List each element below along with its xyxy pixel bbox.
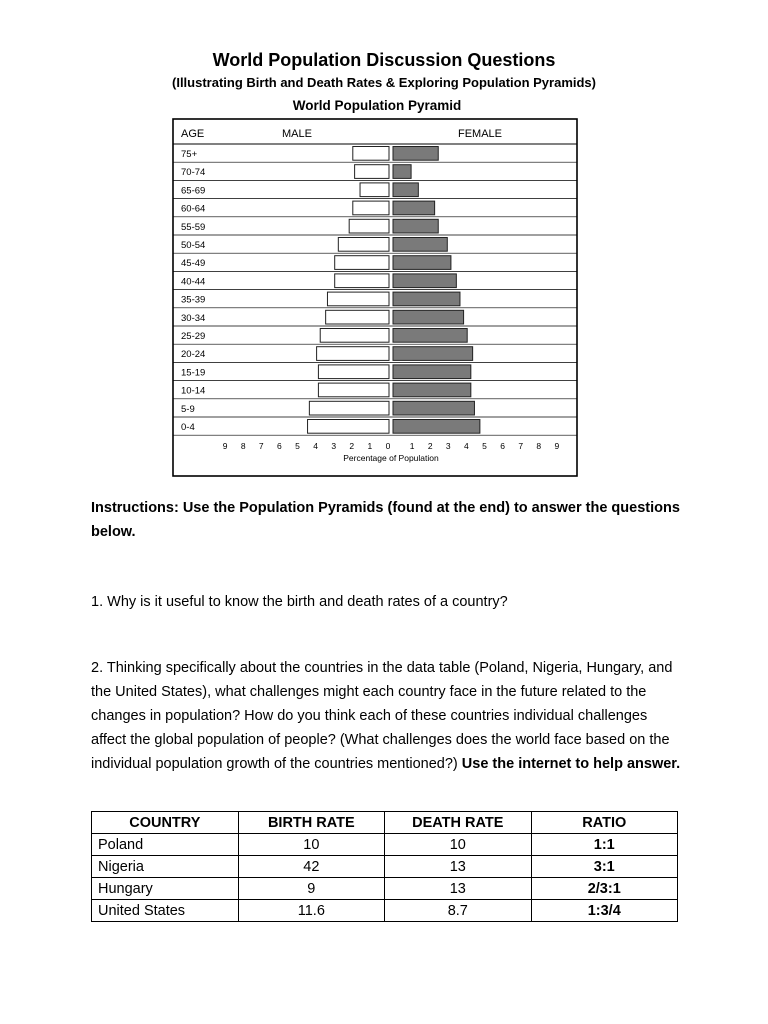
female-bar	[393, 238, 447, 252]
male-bar	[353, 147, 389, 161]
x-tick-label: 5	[482, 441, 487, 452]
age-tick-label: 50-54	[181, 240, 206, 251]
male-bar	[326, 310, 389, 324]
female-bar	[393, 401, 474, 415]
x-tick-label: 9	[222, 441, 228, 452]
age-tick-label: 10-14	[181, 385, 206, 397]
male-bar	[317, 347, 389, 361]
cell-ratio: 2/3:1	[531, 878, 677, 900]
female-bar	[393, 383, 471, 397]
header-birth-rate: BIRTH RATE	[238, 812, 384, 834]
cell-birth-rate: 9	[238, 878, 384, 900]
male-header: MALE	[282, 128, 312, 140]
header-death-rate: DEATH RATE	[385, 812, 531, 834]
cell-birth-rate: 10	[238, 834, 384, 856]
cell-country: Poland	[92, 834, 239, 856]
female-bar	[393, 165, 411, 179]
female-bar	[393, 183, 418, 197]
x-axis-label: Percentage of Population	[343, 453, 439, 463]
male-bar	[327, 292, 389, 306]
population-pyramid-chart	[172, 94, 582, 478]
age-header: AGE	[181, 128, 205, 140]
age-tick-label: 20-24	[181, 349, 206, 361]
age-tick-label: 25-29	[181, 331, 206, 342]
header-ratio: RATIO	[531, 812, 677, 834]
question-1-number: 1	[91, 594, 100, 610]
page-title: World Population Discussion Questions	[212, 50, 556, 70]
male-bar	[355, 165, 389, 179]
male-bar	[318, 365, 389, 379]
chart-title: World Population Pyramid	[292, 98, 462, 113]
age-tick-label: 30-34	[181, 312, 206, 324]
male-bar	[318, 383, 389, 397]
cell-death-rate: 13	[385, 878, 531, 900]
male-bar	[308, 420, 389, 434]
cell-ratio: 1:1	[531, 834, 677, 856]
female-bar	[393, 274, 456, 288]
question-2-bold-note: Use the internet to help answer.	[461, 756, 681, 772]
cell-country: Nigeria	[92, 856, 239, 878]
male-bar	[335, 274, 389, 288]
cell-ratio: 3:1	[531, 856, 677, 878]
header-country: COUNTRY	[92, 812, 239, 834]
male-bar	[349, 219, 389, 233]
female-bar	[393, 420, 480, 434]
x-tick-label: 4	[313, 441, 318, 452]
age-tick-label: 60-64	[181, 203, 206, 215]
cell-birth-rate: 11.6	[238, 900, 384, 922]
age-tick-label: 40-44	[181, 276, 206, 288]
male-bar	[353, 201, 389, 215]
question-1-text: . Why is it useful to know the birth and death rates of a country?	[99, 594, 508, 610]
cell-country: Hungary	[92, 878, 239, 900]
female-header: FEMALE	[457, 128, 503, 140]
x-tick-label: 4	[464, 441, 469, 452]
x-tick-label: 2	[349, 441, 355, 452]
male-bar	[335, 256, 389, 270]
female-bar	[393, 147, 438, 161]
table-row	[92, 900, 678, 922]
x-tick-label: 8	[240, 441, 246, 452]
age-tick-label: 0-4	[181, 422, 195, 433]
age-tick-label: 55-59	[181, 221, 206, 233]
male-bar	[360, 183, 389, 197]
male-bar	[309, 401, 389, 415]
cell-death-rate: 13	[385, 856, 531, 878]
cell-death-rate: 10	[385, 834, 531, 856]
age-tick-label: 35-39	[181, 294, 206, 306]
x-tick-label: 6	[500, 441, 505, 452]
age-tick-label: 75+	[181, 149, 198, 160]
age-tick-label: 45-49	[181, 258, 206, 270]
female-bar	[393, 201, 435, 215]
cell-birth-rate: 42	[238, 856, 384, 878]
page-subtitle: (Illustrating Birth and Death Rates & Exploring Population Pyramids)	[172, 75, 596, 90]
x-tick-label: 3	[331, 441, 337, 452]
male-bar	[338, 238, 389, 252]
x-tick-label: 1	[409, 441, 415, 452]
x-tick-label: 5	[295, 441, 300, 452]
female-bar	[393, 256, 451, 270]
x-tick-label: 1	[367, 441, 373, 452]
female-bar	[393, 365, 471, 379]
age-tick-label: 15-19	[181, 367, 206, 379]
question-2	[91, 656, 681, 776]
female-bar	[393, 329, 467, 343]
x-tick-label: 3	[445, 441, 451, 452]
birth-death-rate-table	[91, 811, 678, 922]
female-bar	[393, 310, 464, 324]
x-tick-label: 6	[277, 441, 282, 452]
table-row	[92, 856, 678, 878]
instructions: Instructions: Use the Population Pyramids (found at the end) to answer the questions below.	[91, 500, 680, 540]
table-row	[92, 834, 678, 856]
age-tick-label: 70-74	[181, 167, 206, 179]
x-tick-label: 0	[385, 441, 391, 452]
question-2-text: 2. Thinking specifically about the countries in the data table (Poland, Nigeria, Hungary, and the United States), what challenges might each country face in the future related to the changes in population? How do you think each of these countries individual challenges affect the global population of people? (What challenges does the world face based on the individual population growth of the countries mentioned?)	[91, 660, 673, 772]
table-row	[92, 878, 678, 900]
male-bar	[320, 329, 389, 343]
table-header-row	[92, 812, 678, 834]
age-tick-label: 5-9	[181, 403, 195, 415]
x-tick-label: 2	[427, 441, 433, 452]
x-tick-label: 8	[536, 441, 542, 452]
cell-death-rate: 8.7	[385, 900, 531, 922]
question-1	[91, 590, 691, 614]
female-bar	[393, 219, 438, 233]
x-tick-label: 7	[518, 441, 524, 452]
cell-ratio: 1:3/4	[531, 900, 677, 922]
x-tick-label: 7	[258, 441, 264, 452]
female-bar	[393, 292, 460, 306]
age-tick-label: 65-69	[181, 185, 206, 197]
x-tick-label: 9	[554, 441, 560, 452]
cell-country: United States	[92, 900, 239, 922]
female-bar	[393, 347, 473, 361]
